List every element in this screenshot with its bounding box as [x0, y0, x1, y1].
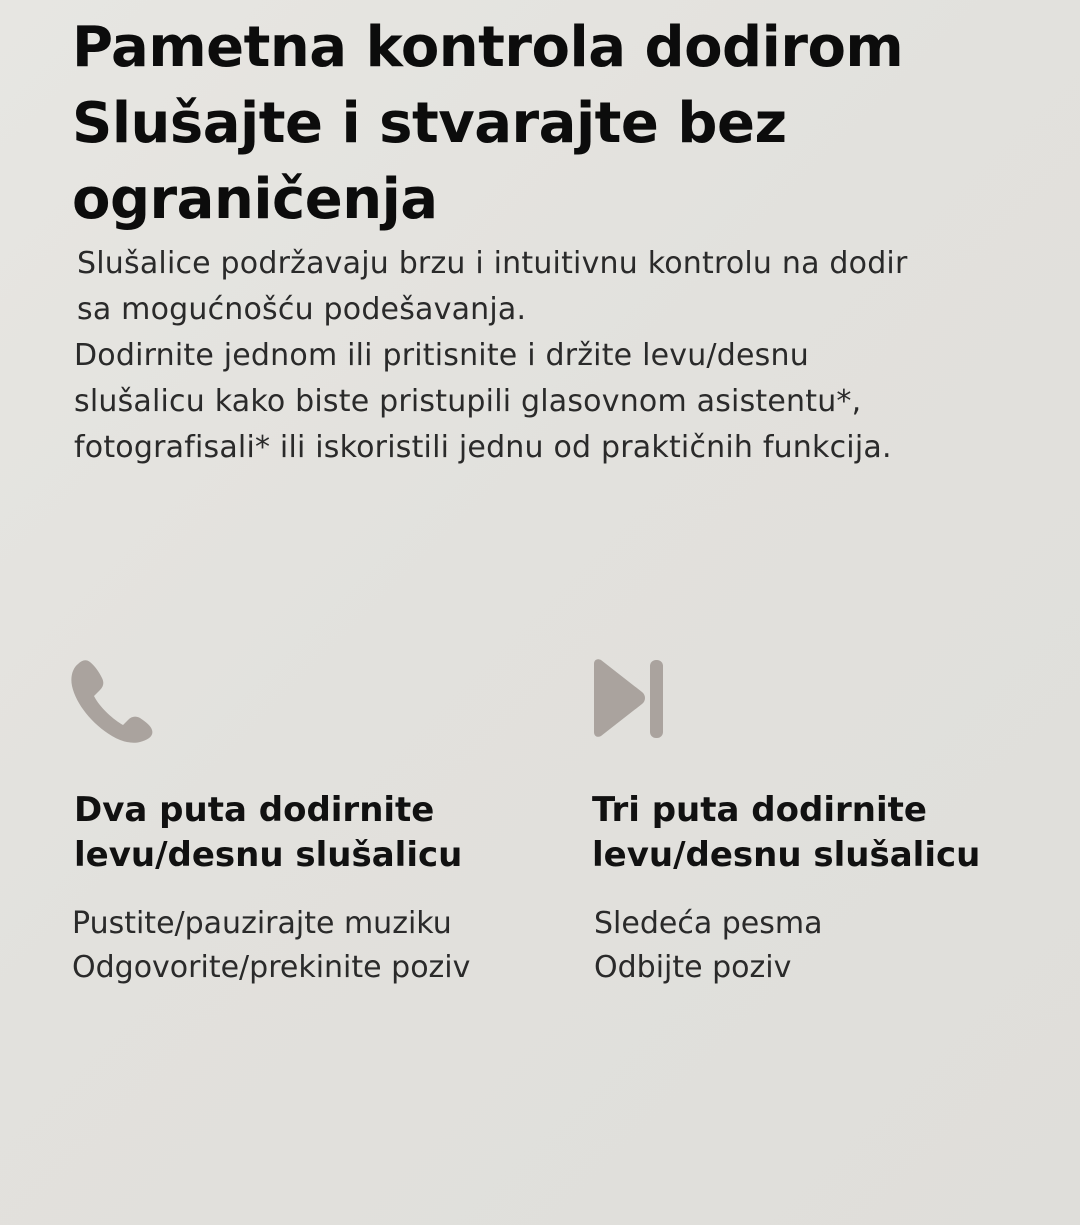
feature-triple-tap	[588, 658, 1048, 985]
feature-double-tap-title	[74, 788, 544, 878]
feature-double-tap-actions	[72, 902, 552, 990]
description-line-3: Dodirnite jednom ili pritisnite i držite levu/desnu	[74, 338, 809, 373]
feature-double-tap	[70, 658, 530, 985]
feature-title-line-1: Tri puta dodirnite	[592, 790, 927, 830]
feature-triple-tap-actions	[594, 902, 1074, 990]
description-line-4: slušalicu kako biste pristupili glasovnom asistentu*,	[74, 384, 862, 419]
description-line-2: sa mogućnošću podešavanja.	[77, 292, 527, 327]
feature-triple-tap-title	[592, 788, 1062, 878]
feature-title-line-2: levu/desnu slušalicu	[74, 835, 463, 875]
feature-action-2: Odbijte poziv	[594, 950, 792, 985]
feature-title-line-2: levu/desnu slušalicu	[592, 835, 981, 875]
phone-icon	[70, 658, 160, 748]
page-title	[72, 10, 1022, 238]
skip-next-icon	[588, 658, 678, 748]
page-title-line-3: ograničenja	[72, 167, 438, 232]
feature-action-1: Pustite/pauzirajte muziku	[72, 906, 452, 941]
feature-action-2: Odgovorite/prekinite poziv	[72, 950, 471, 985]
feature-action-1: Sledeća pesma	[594, 906, 823, 941]
description-line-1: Slušalice podržavaju brzu i intuitivnu kontrolu na dodir	[77, 246, 908, 281]
description-line-5: fotografisali* ili iskoristili jednu od praktičnih funkcija.	[74, 430, 892, 465]
feature-title-line-1: Dva puta dodirnite	[74, 790, 435, 830]
description	[74, 241, 1034, 471]
page-title-line-2: Slušajte i stvarajte bez	[72, 91, 787, 156]
page-title-line-1: Pametna kontrola dodirom	[72, 15, 904, 80]
